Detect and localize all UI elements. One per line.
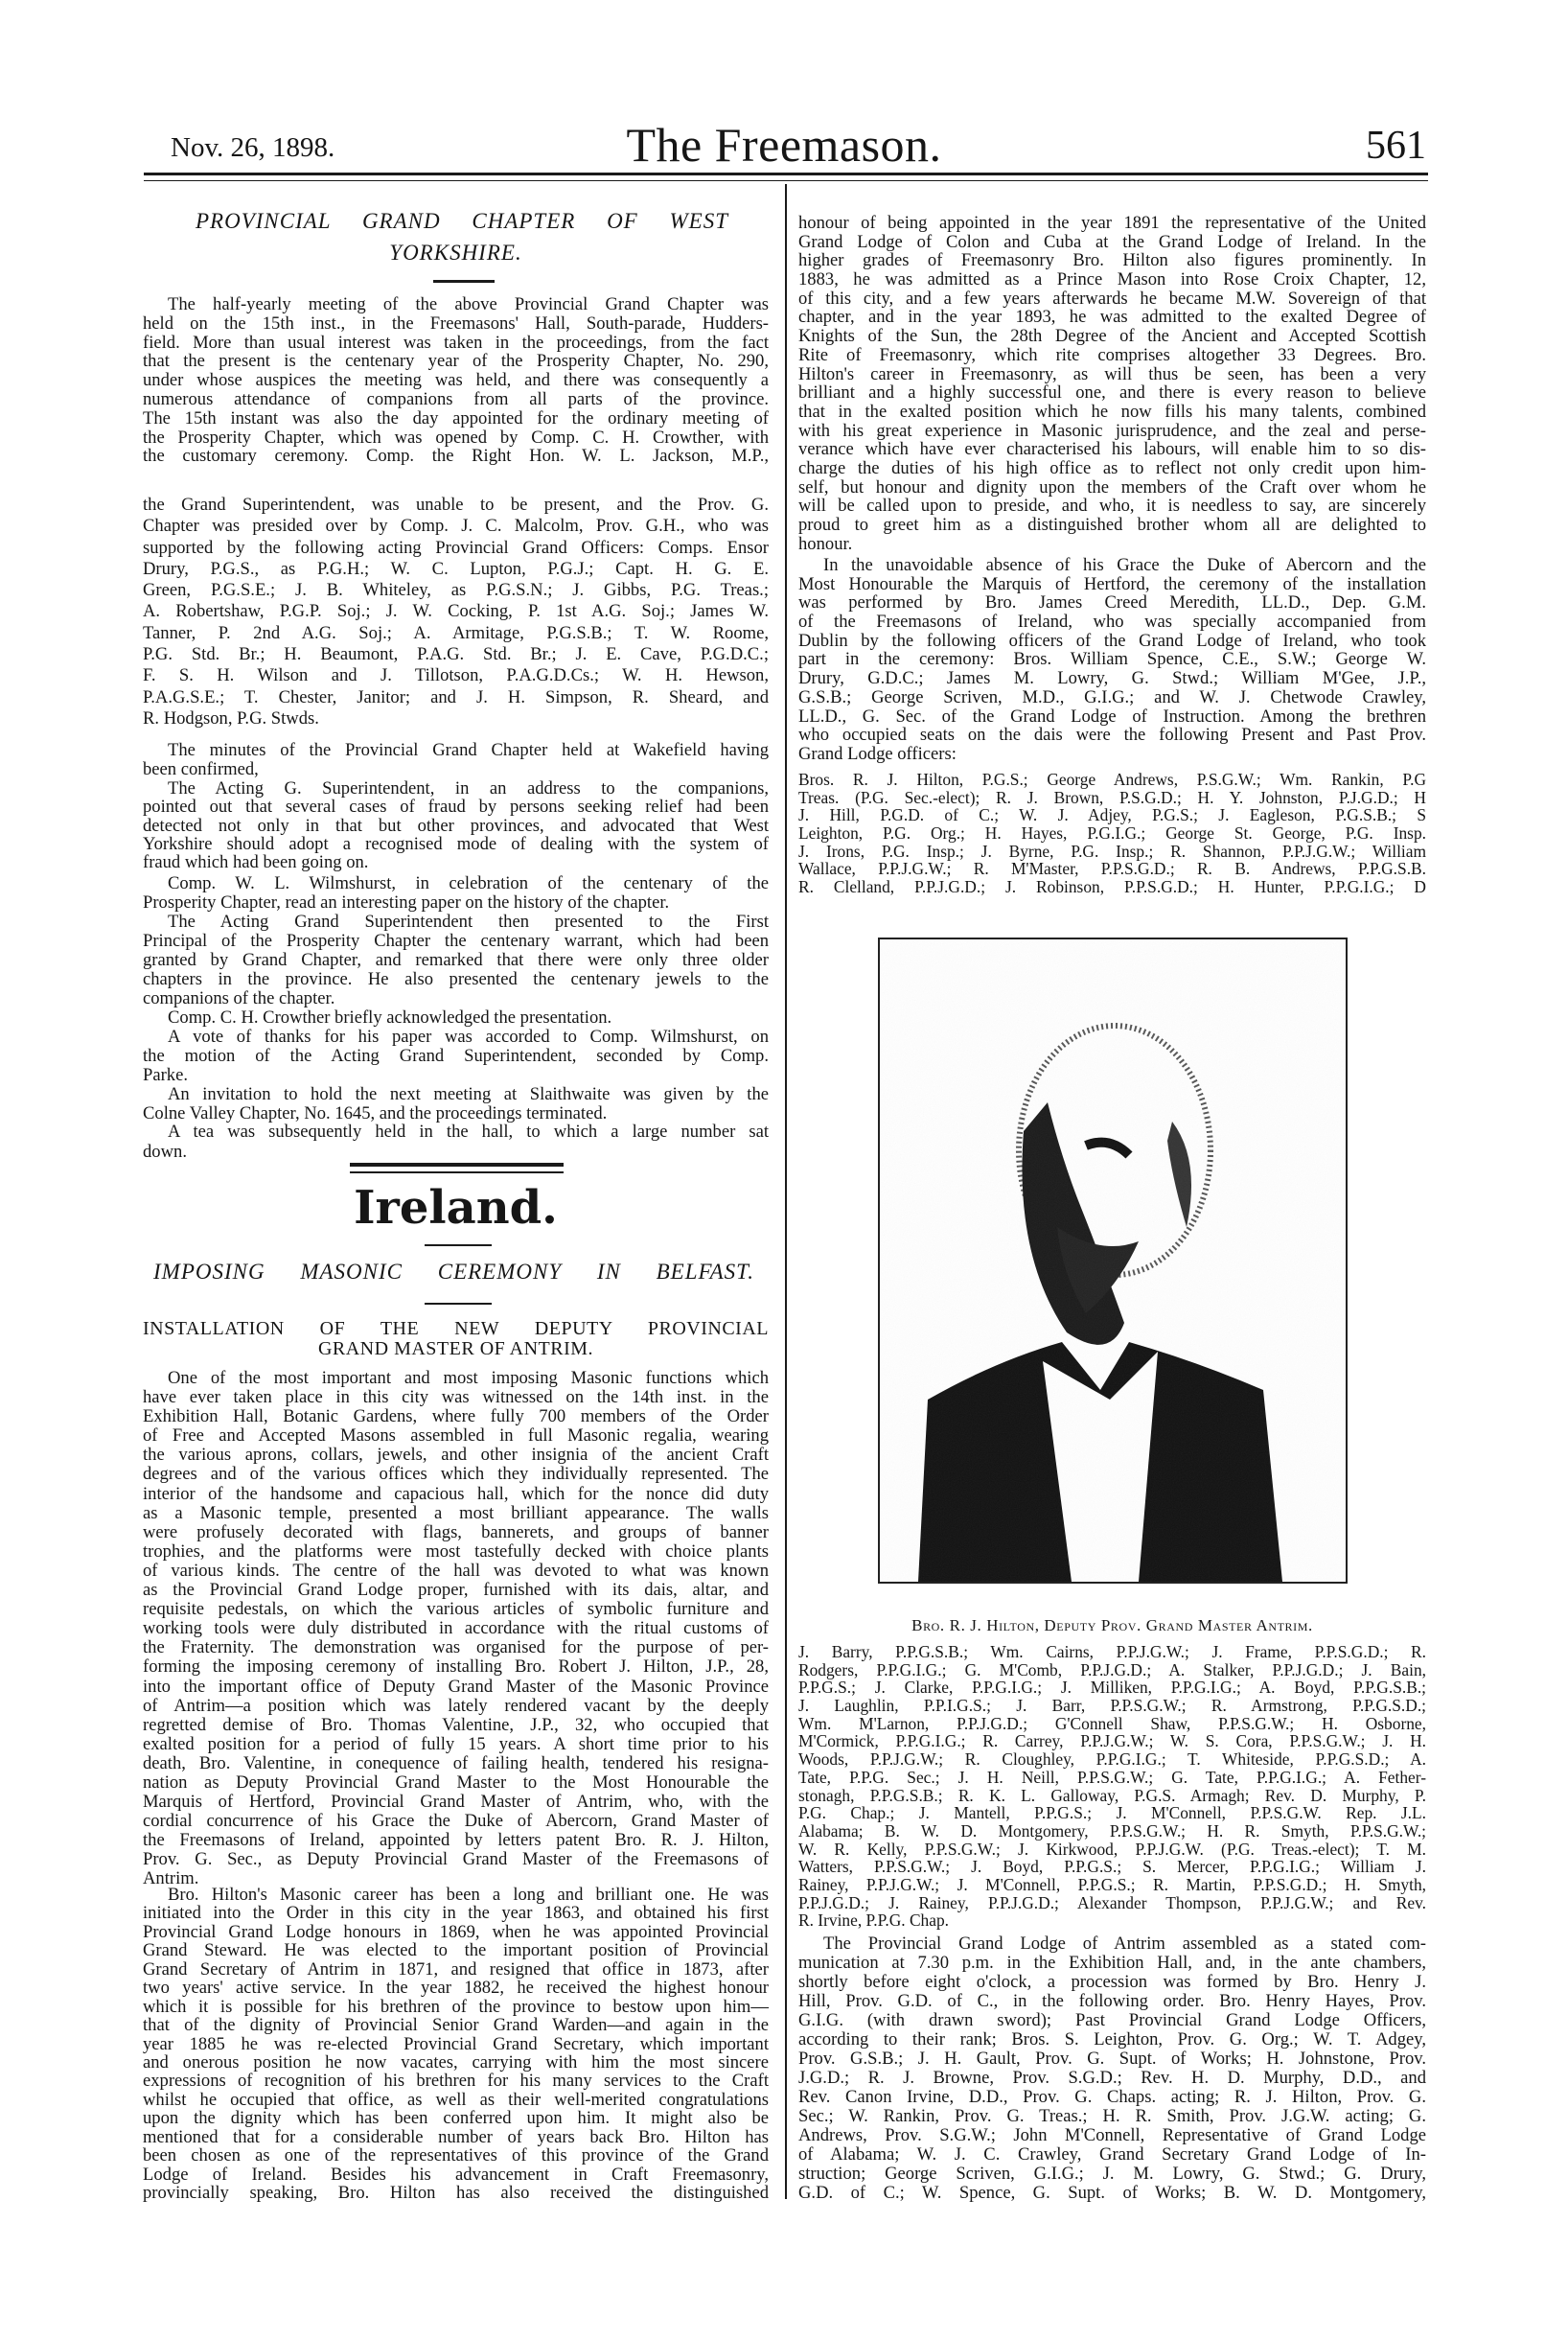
text-line: Colne Valley Chapter, No. 1645, and the proceedings terminated. <box>143 1103 608 1123</box>
text-line: have ever taken place in this city was witnessed on the 14th inst. in the <box>143 1387 769 1408</box>
short-rule <box>425 1244 492 1246</box>
text-line: provincially speaking, Bro. Hilton has also received the distinguished <box>143 2183 769 2203</box>
text-line: held on the 15th inst., in the Freemasons' Hall, South-parade, Hudders- <box>143 313 769 334</box>
header-rule-thin <box>144 180 1428 181</box>
text-line: of the Freemasons of Ireland, who was specially accompanied from <box>798 612 1426 633</box>
text-line: of Alabama; W. J. C. Crawley, Grand Secretary Grand Lodge of In- <box>798 2144 1426 2165</box>
section-title-ireland: Ireland. <box>354 1181 558 1235</box>
text-line: J. Irons, P.G. Insp.; J. Byrne, P.G. Insp.; R. Shannon, P.P.J.G.W.; William <box>798 841 1426 861</box>
text-line: the Freemasons of Ireland, appointed by letters patent Bro. R. J. Hilton, <box>143 1830 769 1851</box>
text-line: The Acting Grand Superintendent then presented to the First <box>168 912 769 932</box>
text-line: An invitation to hold the next meeting at Slaithwaite was given by the <box>168 1084 769 1104</box>
text-line: P.P.G.S.; J. Clarke, P.P.G.I.G.; J. Milliken, P.P.G.I.G.; A. Boyd, P.P.G.S.B.; <box>798 1678 1426 1698</box>
column-divider <box>785 184 787 2199</box>
text-line: Tate, P.P.G. Sec.; J. H. Neill, P.P.S.G.W.; G. Tate, P.P.G.I.G.; A. Fether- <box>798 1767 1426 1787</box>
text-line: into the important office of Deputy Grand Master of the Masonic Province <box>143 1676 769 1697</box>
text-line: Andrews, Prov. S.G.W.; John M'Connell, Representative of Grand Lodge <box>798 2125 1426 2145</box>
text-line: who occupied seats on the dais were the following Present and Past Prov. <box>798 725 1426 746</box>
text-line: proud to greet him as a distinguished brother whom all are delighted to <box>798 515 1426 535</box>
text-line: W. R. Kelly, P.P.S.G.W.; J. Kirkwood, P.P.J.G.W. (P.G. Treas.-elect); T. M. <box>798 1839 1426 1859</box>
text-line: the various aprons, collars, jewels, and other insignia of the ancient Craft <box>143 1445 769 1466</box>
text-line: been confirmed, <box>143 759 259 779</box>
text-line: upon the dignity which has been conferred upon him. It might also be <box>143 2108 769 2129</box>
text-line: Antrim. <box>143 1868 199 1889</box>
text-line: Grand Lodge of Colon and Cuba at the Grand Lodge of Ireland. In the <box>798 231 1426 252</box>
text-line: G.D. of C.; W. Spence, G. Supt. of Works; B. W. D. Montgomery, <box>798 2183 1426 2203</box>
page-number: 561 <box>1366 124 1426 168</box>
article-heading-west-yorkshire: PROVINCIAL GRAND CHAPTER OF WEST <box>196 209 728 233</box>
text-line: Grand Steward. He was elected to the important position of Provincial <box>143 1940 769 1961</box>
text-line: as a Masonic temple, presented a most brilliant appearance. The walls <box>143 1502 769 1523</box>
text-line: Hilton's career in Freemasonry, as will thus be seen, has been a very <box>798 363 1426 384</box>
paragraph <box>143 495 769 729</box>
text-line: down. <box>143 1142 187 1162</box>
text-line: the customary ceremony. Comp. the Right Hon. W. L. Jackson, M.P., <box>143 446 769 467</box>
text-line: J. Laughlin, P.P.I.G.S.; J. Barr, P.P.S.G.W.; R. Armstrong, P.P.G.S.D.; <box>798 1696 1426 1716</box>
officer-list <box>798 771 1426 896</box>
text-line: Rodgers, P.P.G.I.G.; G. M'Comb, P.P.J.G.D.; A. Stalker, P.P.J.G.D.; J. Bain, <box>798 1659 1426 1679</box>
text-line: part in the ceremony: Bros. William Spence, C.E., S.W.; George W. <box>798 649 1426 670</box>
text-line: requisite pedestals, on which the various articles of symbolic furniture and <box>143 1599 769 1620</box>
article-heading-west-yorkshire-2: YORKSHIRE. <box>389 241 522 265</box>
short-rule <box>425 1303 492 1305</box>
text-line: Rainey, P.P.J.G.W.; J. M'Connell, P.P.G.S.; R. Martin, P.P.S.G.D.; H. Smyth, <box>798 1874 1426 1894</box>
text-line: of Antrim—a position which was lately rendered vacant by the deeply <box>143 1695 769 1716</box>
text-line: F. S. H. Wilson and J. Tillotson, P.A.G.D.Cs.; W. H. Hewson, <box>143 665 769 686</box>
text-line: G.I.G. (with drawn sword); Past Provincial Grand Lodge Officers, <box>798 2010 1426 2030</box>
text-line: R. Irvine, P.P.G. Chap. <box>798 1911 950 1931</box>
text-line: mentioned that for a considerable number of years back Bro. Hilton has <box>143 2126 769 2147</box>
text-line: A tea was subsequently held in the hall, to which a large number sat <box>168 1122 769 1142</box>
text-line: pointed out that several cases of fraud by persons seeking relief had been <box>143 797 769 818</box>
text-line: Leighton, P.G. Org.; H. Hayes, P.G.I.G.; George St. George, P.G. Insp. <box>798 823 1426 844</box>
text-line: Drury, G.D.C.; James M. Lowry, G. Stwd.; William M'Gee, J.P., <box>798 668 1426 689</box>
text-line: Most Honourable the Marquis of Hertford, the ceremony of the installation <box>798 573 1426 594</box>
text-line: self, but honour and dignity upon the members of the Craft over whom he <box>798 476 1426 498</box>
article-heading-belfast: IMPOSING MASONIC CEREMONY IN BELFAST. <box>153 1260 754 1284</box>
text-line: will be called upon to preside, and who, it is needless to say, are sincerely <box>798 496 1426 517</box>
text-line: Grand Secretary of Antrim in 1871, and resigned that office in 1873, after <box>143 1958 769 1980</box>
text-line: J. Barry, P.P.G.S.B.; Wm. Cairns, P.P.J.G.W.; J. Frame, P.P.S.G.D.; R. <box>798 1642 1426 1661</box>
text-line: Bro. Hilton's Masonic career has been a long and brilliant one. He was <box>168 1885 769 1905</box>
text-line: In the unavoidable absence of his Grace the Duke of Abercorn and the <box>823 555 1426 575</box>
text-line: of this city, and a few years afterwards he became M.W. Sovereign of that <box>798 288 1426 309</box>
article-subheading-2: GRAND MASTER OF ANTRIM. <box>317 1338 594 1359</box>
text-line: supported by the following acting Provincial Grand Officers: Comps. Ensor <box>143 537 769 558</box>
header-rule-thick <box>144 173 1428 175</box>
text-line: that the present is the centenary year of the Prosperity Chapter, No. 290, <box>143 351 769 372</box>
paragraph <box>143 741 769 779</box>
text-line: Knights of the Sun, the 28th Degree of the Ancient and Accepted Scottish <box>798 326 1426 347</box>
text-line: Green, P.G.S.E.; J. B. Whiteley, as P.G.S.N.; J. Gibbs, P.G. Treas.; <box>143 580 769 601</box>
text-line: P.P.J.G.D.; J. Rainey, P.P.J.G.D.; Alexander Thompson, P.P.J.G.W.; and Rev. <box>798 1892 1426 1912</box>
text-line: Prov. G.S.B.; J. H. Gault, Prov. G. Supt. of Works; H. Johnstone, Prov. <box>798 2049 1426 2069</box>
text-line: with his great experience in Masonic jurisprudence, and the zeal and perse- <box>798 420 1426 441</box>
short-rule <box>433 280 495 283</box>
text-line: Drury, P.G.S., as P.G.H.; W. C. Lupton, P.G.J.; Capt. H. G. E. <box>143 558 769 579</box>
text-line: P.G. Chap.; J. Mantell, P.P.G.S.; J. M'Connell, P.P.S.G.W. Rep. J.L. <box>798 1803 1426 1823</box>
text-line: One of the most important and most imposing Masonic functions which <box>168 1368 769 1388</box>
text-line: struction; George Scriven, G.I.G.; J. M. Lowry, G. Stwd.; G. Drury, <box>798 2164 1426 2184</box>
text-line: been chosen as one of the representatives of this province of the Grand <box>143 2145 769 2166</box>
text-line: Rev. Canon Irvine, D.D., Prov. G. Chaps. acting; R. J. Hilton, Prov. G. <box>798 2087 1426 2107</box>
text-line: Comp. W. L. Wilmshurst, in celebration of the centenary of the <box>168 873 769 893</box>
text-line: field. More than usual interest was taken in the proceedings, from the fact <box>143 332 769 353</box>
text-line: according to their rank; Bros. S. Leighton, Prov. G. Org.; W. T. Adgey, <box>798 2029 1426 2050</box>
portrait-caption: Bro. R. J. Hilton, Deputy Prov. Grand Master Antrim. <box>911 1616 1313 1634</box>
text-line: verance which have ever characterised his labours, will enable him to so dis- <box>798 439 1426 460</box>
paragraph <box>798 214 1426 553</box>
text-line: Exhibition Hall, Botanic Gardens, where fully 700 members of the Order <box>143 1406 769 1427</box>
paragraph <box>143 1085 769 1123</box>
text-line: brilliant and a highly successful one, and there is every reason to believe <box>798 382 1426 404</box>
text-line: The half-yearly meeting of the above Provincial Grand Chapter was <box>168 294 769 314</box>
text-line: Wm. M'Larnon, P.P.J.G.D.; G'Connell Shaw, P.P.S.G.W.; H. Osborne, <box>798 1713 1426 1733</box>
text-line: Principal of the Prosperity Chapter the centenary warrant, which had been <box>143 931 769 951</box>
text-line: R. Clelland, P.P.J.G.D.; J. Robinson, P.P.S.G.D.; H. Hunter, P.P.G.I.G.; D <box>798 877 1426 897</box>
text-line: two years' active service. In the year 1882, he received the highest honour <box>143 1978 769 1999</box>
text-line: which it is possible for his brethren of the province to bestow upon him— <box>143 1996 769 2017</box>
section-rule-thick <box>350 1163 564 1167</box>
text-line: regretted demise of Bro. Thomas Valentine, J.P., 32, who occupied that <box>143 1714 769 1735</box>
text-line: chapters in the province. He also presented the centenary jewels to the <box>143 969 769 989</box>
text-line: that in the exalted position which he now fills his many talents, combined <box>798 401 1426 422</box>
portrait-illustration <box>880 939 1346 1582</box>
text-line: that of the dignity of Provincial Senior Grand Warden—and again in the <box>143 2015 769 2036</box>
text-line: degrees and of the various offices which they individually represented. The <box>143 1464 769 1485</box>
text-line: as the Provincial Grand Lodge proper, furnished with its dais, altar, and <box>143 1580 769 1601</box>
paragraph <box>798 556 1426 764</box>
text-line: and onerous position he now vacates, carrying with him the most sincere <box>143 2051 769 2073</box>
text-line: forming the imposing ceremony of installing Bro. Robert J. Hilton, J.P., 28, <box>143 1656 769 1678</box>
text-line: stonagh, P.P.G.S.B.; R. K. L. Galloway, P.G.S. Armagh; Rev. D. Murphy, P. <box>798 1785 1426 1805</box>
text-line: J.G.D.; R. J. Browne, Prov. S.G.D.; Rev. H. D. Murphy, D.D., and <box>798 2068 1426 2088</box>
text-line: LL.D., G. Sec. of the Grand Lodge of Instruction. Among the brethren <box>798 706 1426 727</box>
portrait-image <box>878 938 1348 1584</box>
text-line: chapter, and in the year 1893, he was admitted to the exalted Degree of <box>798 307 1426 328</box>
text-line: Hill, Prov. G.D. of C., in the following order. Bro. Henry Hayes, Prov. <box>798 1991 1426 2011</box>
text-line: Comp. C. H. Crowther briefly acknowledged the presentation. <box>168 1007 612 1028</box>
text-line: Woods, P.P.J.G.W.; R. Cloughley, P.P.G.I.G.; T. Whiteside, P.P.G.S.D.; A. <box>798 1749 1426 1770</box>
text-line: interior of the handsome and capacious hall, which for the nonce did duty <box>143 1483 769 1504</box>
text-line: Dublin by the following officers of the Grand Lodge of Ireland, who took <box>798 630 1426 651</box>
text-line: Prosperity Chapter, read an interesting paper on the history of the chapter. <box>143 892 670 913</box>
text-line: The Acting G. Superintendent, in an address to the companions, <box>168 778 769 799</box>
text-line: The 15th instant was also the day appointed for the ordinary meeting of <box>143 407 769 428</box>
text-line: charge the duties of his high office as to reflect not only credit upon him- <box>798 457 1426 478</box>
text-line: year 1885 he was re-elected Provincial Grand Secretary, which important <box>143 2033 769 2054</box>
text-line: M'Cormick, P.P.G.I.G.; R. Carrey, P.P.J.G.W.; W. S. Cora, P.P.S.G.W.; J. H. <box>798 1731 1426 1751</box>
paragraph <box>143 1008 769 1028</box>
paragraph <box>143 913 769 1008</box>
officer-list <box>798 1643 1426 1930</box>
text-line: higher grades of Freemasonry Bro. Hilton also figures prominently. In <box>798 250 1426 271</box>
paragraph <box>143 1369 769 1889</box>
text-line: the Fraternity. The demonstration was organised for the purpose of per- <box>143 1637 769 1658</box>
text-line: of various kinds. The centre of the hall was devoted to what was known <box>143 1560 769 1581</box>
text-line: numerous attendance of companions from all parts of the province. <box>143 388 769 409</box>
text-line: exalted position for a period of fully 15 years. A short time prior to his <box>143 1733 769 1754</box>
text-line: detected not only in that but other provinces, and advocated that West <box>143 815 769 836</box>
text-line: whilst he occupied that office, as well as their well-merited congratulations <box>143 2089 769 2110</box>
text-line: Prov. G. Sec., as Deputy Provincial Grand Master of the Freemasons of <box>143 1849 769 1870</box>
text-line: R. Hodgson, P.G. Stwds. <box>143 707 319 729</box>
text-line: Grand Lodge officers: <box>798 743 957 764</box>
text-line: honour. <box>798 533 853 554</box>
text-line: P.A.G.S.E.; T. Chester, Janitor; and J. H. Simpson, R. Sheard, and <box>143 686 769 707</box>
paragraph <box>143 295 769 466</box>
text-line: Alabama; B. W. D. Montgomery, P.P.S.G.W.; H. R. Smyth, P.P.S.G.W.; <box>798 1820 1426 1841</box>
text-line: the Prosperity Chapter, which was opened by Comp. C. H. Crowther, with <box>143 427 769 448</box>
text-line: under whose auspices the meeting was held, and there was consequently a <box>143 370 769 391</box>
text-line: working tools were duly distributed in accordance with the ritual customs of <box>143 1618 769 1639</box>
text-line: Lodge of Ireland. Besides his advancement in Craft Freemasonry, <box>143 2164 769 2185</box>
text-line: 1883, he was admitted as a Prince Mason into Rose Croix Chapter, 12, <box>798 269 1426 290</box>
text-line: Bros. R. J. Hilton, P.G.S.; George Andrews, P.S.G.W.; Wm. Rankin, P.G <box>798 770 1426 789</box>
paragraph <box>143 779 769 871</box>
paragraph <box>143 1886 769 2202</box>
text-line: the motion of the Acting Grand Superintendent, seconded by Comp. <box>143 1046 769 1066</box>
text-line: Sec.; W. Rankin, Prov. G. Treas.; H. R. Smith, Prov. J.G.W. acting; G. <box>798 2106 1426 2126</box>
text-line: Treas. (P.G. Sec.-elect); R. J. Brown, P.S.G.D.; H. Y. Johnston, P.J.G.D.; H <box>798 787 1426 807</box>
text-line: P.G. Std. Br.; H. Beaumont, P.A.G. Std. Br.; J. E. Cave, P.G.D.C.; <box>143 644 769 665</box>
section-rule-thin <box>350 1171 564 1173</box>
text-line: the Grand Superintendent, was unable to be present, and the Prov. G. <box>143 495 769 515</box>
text-line: was performed by Bro. James Creed Meredith, LL.D., Dep. G.M. <box>798 592 1426 614</box>
text-line: Yorkshire should adopt a recognised mode of dealing with the system of <box>143 833 769 854</box>
text-line: A vote of thanks for his paper was accorded to Comp. Wilmshurst, on <box>168 1027 769 1047</box>
text-line: trophies, and the platforms were most tastefully decked with choice plants <box>143 1540 769 1562</box>
paragraph <box>798 1934 1426 2203</box>
text-line: Watters, P.P.S.G.W.; J. Boyd, P.P.G.S.; S. Mercer, P.P.G.I.G.; William J. <box>798 1857 1426 1877</box>
text-line: nation as Deputy Provincial Grand Master to the Most Honourable the <box>143 1772 769 1793</box>
text-line: expressions of recognition of his brethren for his many services to the Craft <box>143 2071 769 2092</box>
text-line: A. Robertshaw, P.G.P. Soj.; J. W. Cocking, P. 1st A.G. Soj.; James W. <box>143 601 769 622</box>
text-line: Wallace, P.P.J.G.W.; R. M'Master, P.P.S.G.D.; R. B. Andrews, P.P.G.S.B. <box>798 859 1426 879</box>
text-line: The minutes of the Provincial Grand Chapter held at Wakefield having <box>168 740 769 760</box>
issue-date: Nov. 26, 1898. <box>171 132 335 163</box>
text-line: J. Hill, P.G.D. of C.; W. J. Adjey, P.G.S.; J. Eagleson, P.G.S.B.; S <box>798 805 1426 825</box>
text-line: Rite of Freemasonry, which rite comprises altogether 33 Degrees. Bro. <box>798 344 1426 365</box>
text-line: Parke. <box>143 1065 188 1085</box>
text-line: munication at 7.30 p.m. in the Exhibition Hall, and, in the ante chambers, <box>798 1953 1426 1973</box>
text-line: granted by Grand Chapter, and remarked that there were only three older <box>143 950 769 970</box>
text-line: G.S.B.; George Scriven, M.D., G.I.G.; and W. J. Chetwode Crawley, <box>798 686 1426 707</box>
text-line: Provincial Grand Lodge honours in 1869, when he was appointed Provincial <box>143 1921 769 1942</box>
paragraph <box>143 1122 769 1162</box>
text-line: initiated into the Order in this city in the year 1863, and obtained his first <box>143 1903 769 1924</box>
text-line: Marquis of Hertford, Provincial Grand Master of Antrim, who, with the <box>143 1792 769 1813</box>
text-line: honour of being appointed in the year 1891 the representative of the United <box>798 213 1426 233</box>
text-line: fraud which had been going on. <box>143 852 369 873</box>
text-line: of Free and Accepted Masons assembled in full Masonic regalia, wearing <box>143 1425 769 1447</box>
paragraph <box>143 1028 769 1085</box>
paragraph <box>143 874 769 913</box>
text-line: companions of the chapter. <box>143 988 335 1008</box>
text-line: The Provincial Grand Lodge of Antrim assembled as a stated com- <box>823 1934 1426 1954</box>
text-line: Chapter was presided over by Comp. J. C. Malcolm, Prov. G.H., who was <box>143 516 769 537</box>
article-subheading: INSTALLATION OF THE NEW DEPUTY PROVINCIAL <box>143 1318 769 1339</box>
text-line: shortly before eight o'clock, a procession was formed by Bro. Henry J. <box>798 1972 1426 1992</box>
masthead-title: The Freemason. <box>626 118 942 172</box>
text-line: Tanner, P. 2nd A.G. Soj.; A. Armitage, P.G.S.B.; T. W. Roome, <box>143 622 769 643</box>
text-line: were profusely decorated with flags, bannerets, and groups of banner <box>143 1521 769 1542</box>
text-line: cordial concurrence of his Grace the Duke of Abercorn, Grand Master of <box>143 1811 769 1832</box>
text-line: death, Bro. Valentine, in conequence of failing health, tendered his resigna- <box>143 1752 769 1773</box>
